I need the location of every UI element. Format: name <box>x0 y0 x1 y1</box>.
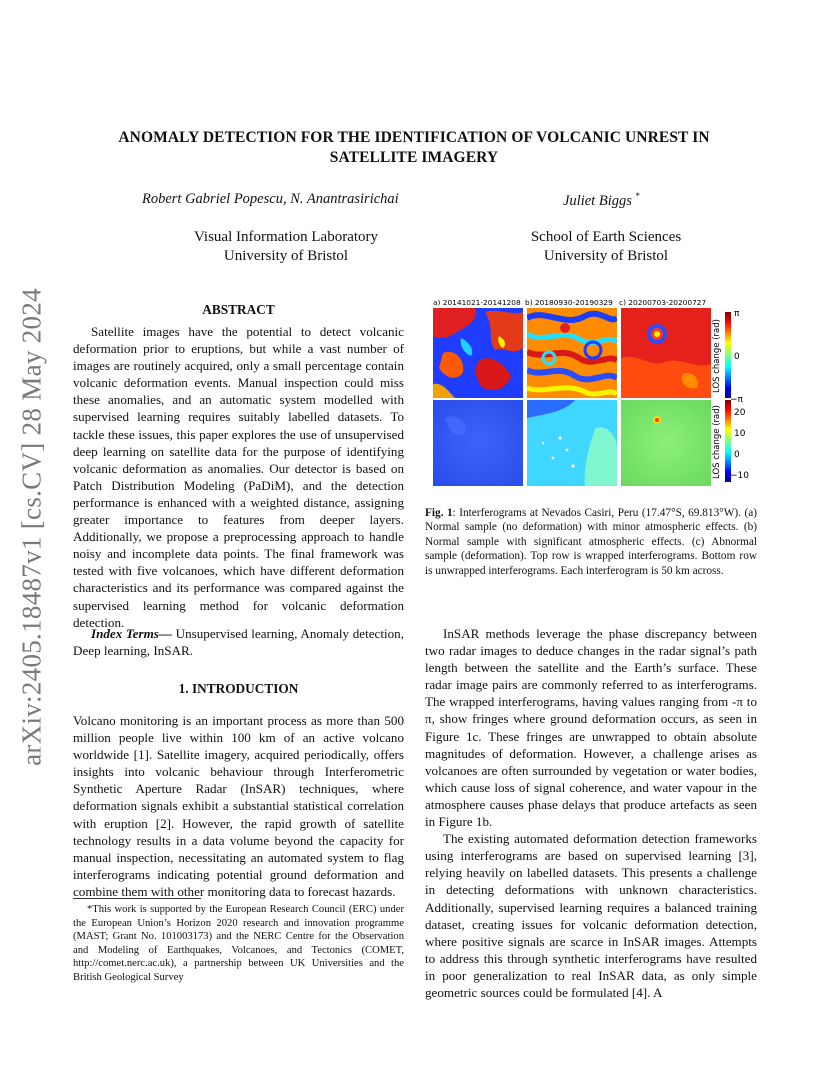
figure-1 <box>425 298 765 498</box>
affiliation-left-univ: University of Bristol <box>223 248 349 264</box>
panel-b-unwrapped <box>527 400 617 486</box>
cbar-bottom-tick-0: 0 <box>734 450 740 460</box>
cbar-bottom-tick-20: 20 <box>734 408 746 418</box>
colorbar-unwrapped <box>725 400 731 482</box>
title-line-1: ANOMALY DETECTION FOR THE IDENTIFICATION OF VOLCANIC UNREST IN <box>118 129 710 146</box>
footnote-rule <box>73 898 201 899</box>
cbar-top-tick-pi: π <box>734 309 740 319</box>
panel-a-wrapped <box>433 308 523 398</box>
panel-a-label: a) 20141021-20141208 <box>433 298 521 307</box>
index-terms-label: Index Terms— <box>91 626 172 641</box>
affiliation-left <box>150 228 422 266</box>
intro-heading: 1. INTRODUCTION <box>178 681 299 696</box>
title-line-2: SATELLITE IMAGERY <box>329 149 499 166</box>
panel-c-label: c) 20200703-20200727 <box>619 298 707 307</box>
index-terms-text: Unsupervised learning, Anomaly detection, Deep learning, InSAR. <box>73 626 404 659</box>
cbar-top-tick-0: 0 <box>734 352 740 362</box>
cbar-bottom-tick-10: 10 <box>734 429 746 439</box>
abstract-body <box>73 323 404 631</box>
authors-right <box>563 191 640 210</box>
intro-body <box>73 712 404 900</box>
intro-text: Volcano monitoring is an important process as more than 500 million people live within 100 km of an active volcano worldwide [1]. Satellite imagery, acquired periodically, offers insights into volcanic behaviour through Interferometric Synthetic Aperture Radar (InSAR) techniques, where deformation signals exhibit a substantial statistical correlation with eruption [2]. However, the rapid growth of satellite technology results in a data volume beyond the capacity for manual inspection, necessitating an automated system to flag interferograms indicating potential ground deformation and combine them with other monitoring data to forecast hazards. <box>73 713 404 899</box>
affiliation-right-univ: University of Bristol <box>543 248 669 264</box>
cbar-top-tick-negpi: −π <box>730 395 743 405</box>
right-paragraph-1: InSAR methods leverage the phase discrepancy between two radar images to deduce changes in the radar signal’s path length between the satellite and the Earth’s surface. These radar image pairs are commonly referred to as interferograms. The wrapped interferograms, having values ranging from -π to π, show fringes where ground deformation occurs, as seen in Figure 1c. These fringes are unwrapped to obtain absolute magnitudes of deformation. However, a challenge arises as volcanoes are often surrounded by vegetation or water bodies, which cause loss of signal coherence, and water vapour in the atmosphere causes phase delays that produce artefacts as seen in Figure 1b. <box>425 626 757 830</box>
index-terms <box>73 625 404 659</box>
arxiv-identifier <box>10 282 54 772</box>
abstract-heading: ABSTRACT <box>202 302 275 317</box>
footnote-text: *This work is supported by the European Research Council (ERC) under the European Union’s Horizon 2020 research and innovation programme (MAST; Grant No. 101003173) and the NERC Centre for the Observation and Modeling of Earthquakes, Volcanoes, and Tectonics (COMET, http://comet.nerc.ac.uk), a partnership between UK Universities and the British Geological Survey <box>73 904 404 983</box>
panel-b-label: b) 20180930-20190329 <box>525 298 613 307</box>
paper-title <box>60 128 768 168</box>
affiliation-left-lab: Visual Information Laboratory <box>193 229 379 245</box>
cbar-bottom-tick-neg10: −10 <box>730 471 749 481</box>
arxiv-identifier-text: arXiv:2405.18487v1 [cs.CV] 28 May 2024 <box>16 288 47 766</box>
right-paragraph-2: The existing automated deformation detection frameworks using interferograms are based on supervised learning [3], relying heavily on labelled datasets. This presents a challenge in detecting deformations with unknown characteristics. Additionally, supervised learning requires a balanced training dataset, creating issues for volcanic deformation detection, where positive signals are scarce in InSAR images. Attempts to address this through synthetic interferograms have resulted in poor generalization to real InSAR data, as only simple geometric sources could be formulated [4]. A <box>425 831 757 1000</box>
footnote <box>73 903 404 985</box>
colorbar-wrapped <box>725 312 731 398</box>
figure-1-caption <box>425 506 757 578</box>
affiliation-right-school: School of Earth Sciences <box>530 229 682 245</box>
panel-a-unwrapped <box>433 400 523 486</box>
panel-b-wrapped <box>527 308 617 398</box>
affiliation-right <box>470 228 742 266</box>
author-footnote-mark: * <box>635 191 640 201</box>
caption-text: : Interferograms at Nevados Casiri, Peru (17.47°S, 69.813°W). (a) Normal sample (no deformation) with minor atmospheric effects. (b) Normal sample with significant atmospheric effects. (c) Abnormal sample (deformation). Top row is wrapped interferograms. Bottom row is unwrapped interferograms. Each interferogram is 50 km across. <box>425 507 757 577</box>
cbar-bottom-label: LOS change (rad) <box>712 405 722 479</box>
caption-label: Fig. 1 <box>425 507 453 519</box>
abstract-text: Satellite images have the potential to detect volcanic deformation prior to eruptions, but while a vast number of images are routinely acquired, only a small percentage contain volcanic deformation events. Manual inspection could miss these anomalies, and an automatic system modelled with supervised learning requires suitably labelled datasets. To tackle these issues, this paper explores the use of unsupervised deep learning on satellite data for the purpose of identifying volcanic deformation as anomalies. Our detector is based on Patch Distribution Modeling (PaDiM), and the detection performance is enhanced with a weighted distance, assigning greater importance to features from deeper layers. Additionally, we propose a preprocessing approach to handle noisy and incomplete data points. The final framework was tested with five volcanoes, which have different deformation characteristics and its performance was compared against the supervised learning method for volcanic deformation detection. <box>73 324 404 630</box>
figure-1-graphic <box>425 298 765 498</box>
panel-c-wrapped <box>621 308 711 398</box>
right-column-body <box>425 625 757 1001</box>
authors-left: Robert Gabriel Popescu, N. Anantrasirichai <box>142 191 399 207</box>
panel-c-unwrapped <box>621 400 711 486</box>
cbar-top-label: LOS change (rad) <box>712 319 722 393</box>
authors-right-name: Juliet Biggs <box>563 192 632 209</box>
